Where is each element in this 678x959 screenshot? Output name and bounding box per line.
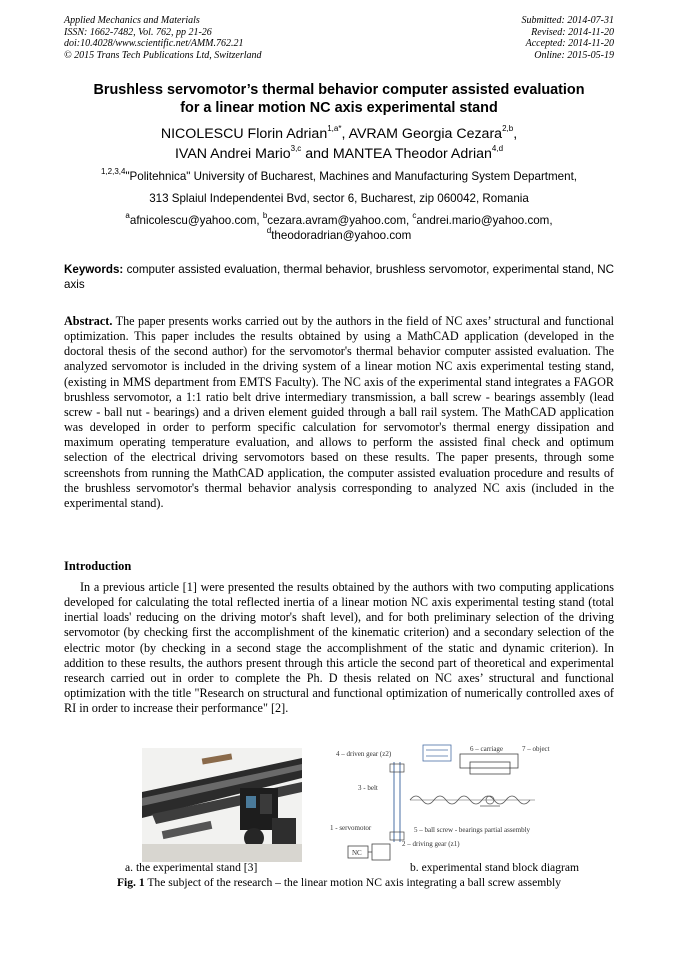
journal-issn: ISSN: 1662-7482, Vol. 762, pp 21-26 [64,26,212,38]
figure-caption-a: a. the experimental stand [3] [125,861,258,874]
label-carriage: 6 – carriage [470,745,504,753]
label-driven-gear: 4 – driven gear (z2) [336,750,392,758]
carriage-shape [460,754,518,768]
driving-gear-shape [390,832,404,840]
author-4: MANTEA Theodor Adrian [332,146,492,162]
stand-block-diagram [330,742,560,862]
affiliation-address: 313 Splaiul Independentei Bvd, sector 6, Bucharest, zip 060042, Romania [149,192,529,205]
email-list [40,213,638,243]
stand-photo-illustration [142,748,302,862]
author-2-sup: 2,b [502,124,514,134]
abstract-label: Abstract. [64,314,113,328]
paper-title [40,81,638,117]
abstract-text: The paper presents works carried out by the authors in the field of NC axes’ structural and functional optimization. This paper includes the results obtained by using a MathCAD application (developed in the doctoral thesis of the second author) for the servomotor's thermal behavior computer assisted evaluation. The analyzed servomotor is included in the driving system of a linear motion NC axis experimental testing stand, (existing in MMS department from EMTS Faculty). The NC axis of the experimental stand integrates a FAGOR brushless servomotor, a 1:1 ratio belt drive intermediary transmission, a ball screw - bearings assembly (lead screw - ball nut - bearings) and a driven element guided through a ball rail system. The MathCAD application was developed in order to perform specific calculation for servomotor's thermal energy dissipation and maximum operating temperature evaluation, and allows to perform the assisted final check and optimum selection of the electrical driving servomotors based on these results. The paper presents, through some screenshots from running the MathCAD application, the computer assisted evaluation procedure and results of the brushless servomotor's thermal behavior analysis corresponding to analyzed NC axis (included in the experimental stand). [64,314,614,510]
author-and: and [301,146,333,162]
email-d-sup: d [266,226,272,236]
figure-caption-text: The subject of the research – the linear motion NC axis integrating a ball screw assembly [144,876,562,889]
author-3-sup: 3,c [290,144,302,154]
email-b-sup: b [262,211,268,221]
email-c: andrei.mario@yahoo.com, [416,214,553,227]
journal-copyright: © 2015 Trans Tech Publications Ltd, Switzerland [64,49,262,61]
block-diagram-drawing [330,742,560,862]
date-revised: Revised: 2014-11-20 [531,26,614,38]
title-line-1: Brushless servomotor’s thermal behavior computer assisted evaluation [93,82,585,98]
motion-box [423,745,451,761]
label-ball-screw: 5 – ball screw - bearings partial assembly [414,826,531,834]
label-object: 7 – object [522,745,550,753]
abstract [64,314,614,511]
journal-header [64,15,262,61]
driven-gear-shape [390,764,404,772]
journal-doi: doi:10.4028/www.scientific.net/AMM.762.21 [64,38,244,50]
journal-name: Applied Mechanics and Materials [64,15,200,26]
author-2: AVRAM Georgia Cezara [348,126,503,142]
author-separator: , [341,126,349,142]
emails-line-1 [40,213,638,228]
email-a: afnicolescu@yahoo.com, [129,214,263,227]
keywords-label: Keywords: [64,263,124,276]
affiliation-sup: 1,2,3,4 [100,167,126,177]
author-1-sup: 1,a* [327,124,342,134]
email-a-sup: a [125,211,130,221]
emails-line-2 [40,228,638,243]
figure-caption-b: b. experimental stand block diagram [410,861,580,874]
affiliation-text: "Politehnica" University of Bucharest, Machines and Manufacturing System Department, [125,170,578,183]
author-3: IVAN Andrei Mario [174,146,291,162]
email-d: theodoradrian@yahoo.com [271,229,412,242]
figure-label: Fig. 1 [116,876,145,889]
email-b: cezara.avram@yahoo.com, [267,214,413,227]
date-accepted: Accepted: 2014-11-20 [525,38,614,50]
label-nc: NC [352,849,362,857]
affiliation [40,167,638,184]
email-c-sup: c [412,211,417,221]
author-1: NICOLESCU Florin Adrian [160,126,328,142]
servomotor-shape [372,844,390,860]
title-line-2: for a linear motion NC axis experimental stand [180,100,498,116]
keywords [64,262,614,292]
authors-line-2 [40,144,638,164]
author-list [40,124,638,164]
author-4-sup: 4,d [491,144,504,154]
author-separator: , [513,126,518,142]
label-driving-gear: 2 – driving gear (z1) [402,840,460,848]
label-servomotor: 1 - servomotor [330,824,372,832]
section-heading: Introduction [64,559,132,573]
intro-paragraph: In a previous article [1] were presented the results obtained by the authors with two computing applications developed for calculating the total reflected inertia of a linear motion NC axis experimental testing stand (total inertial loads' reducing on the driving motor's shaft level), and for both preliminary selection of the driving servomotor (by checking first the accomplishment of the kinematic criterion) and a secondary selection of the electric motor (by checking in a second stage the accomplishment of the static and dynamic criterion). In addition to these results, the authors present through this article the second part of theoretical and experimental research carried out in order to complete the Ph. D thesis related on NC axes’ structural and functional optimization with the title "Research on structural and functional optimization of numerically controlled axes of RI in order to increase their performance" [2]. [64,580,614,716]
keywords-text: computer assisted evaluation, thermal behavior, brushless servomotor, experimental stand, NC axis [64,263,614,291]
figure-caption [40,876,638,889]
date-online: Online: 2015-05-19 [534,49,614,61]
date-submitted: Submitted: 2014-07-31 [521,15,614,26]
label-belt: 3 - belt [358,784,378,792]
dates-header [522,15,615,61]
experimental-stand-photo [142,748,302,862]
authors-line-1 [40,124,638,144]
